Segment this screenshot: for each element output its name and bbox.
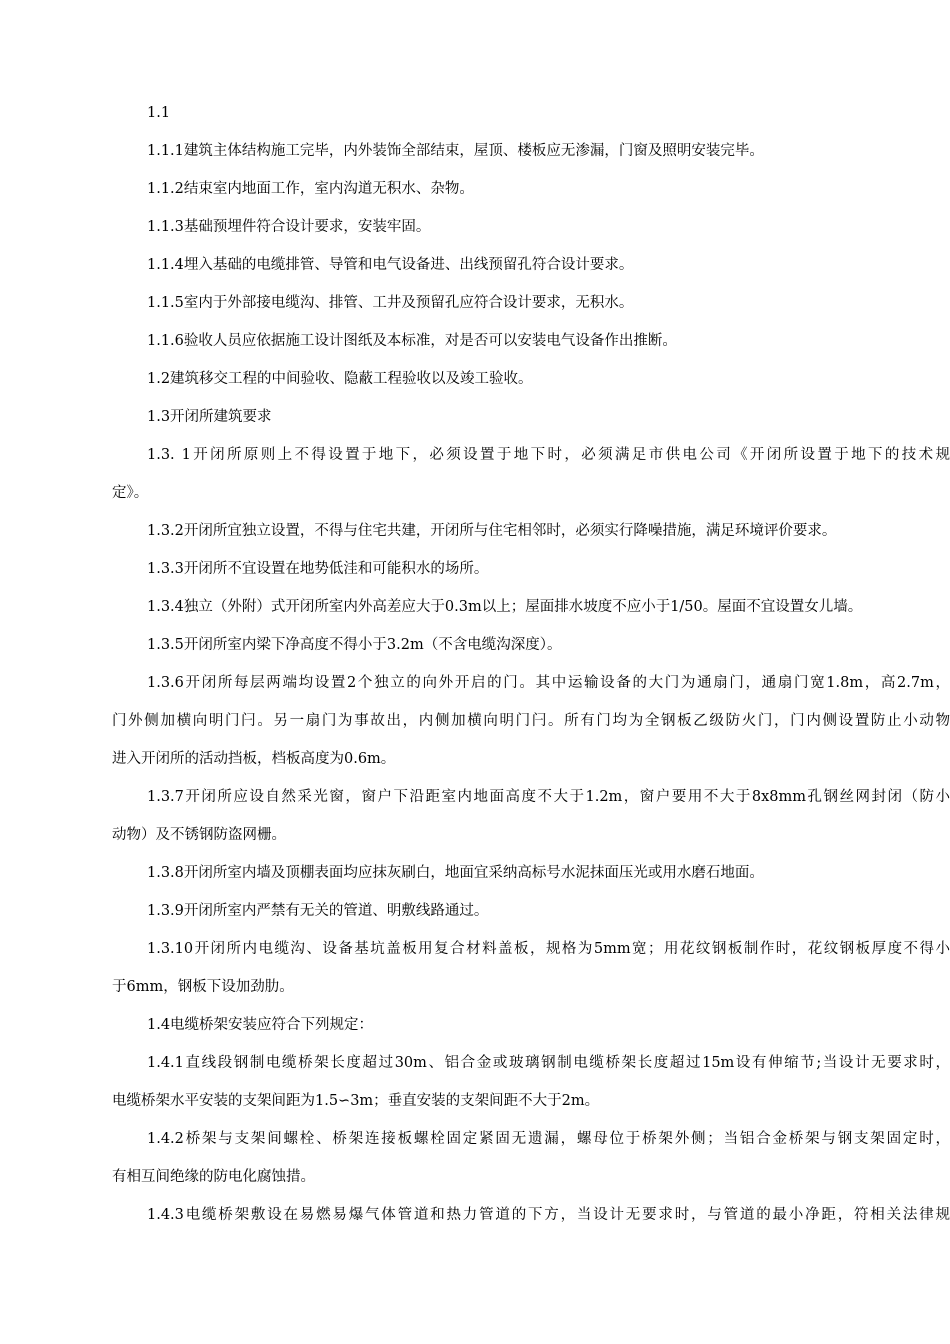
paragraph-1-1-1: 1.1.1建筑主体结构施工完毕，内外装饰全部结束，屋顶、楼板应无渗漏，门窗及照明安装完毕。	[147, 143, 764, 159]
paragraph-1-3-8: 1.3.8开闭所室内墙及顶棚表面均应抹灰刷白，地面宜采纳高标号水泥抹面压光或用水磨石地面。	[147, 865, 764, 881]
heading-1-4: 1.4电缆桥架安装应符合下列规定：	[147, 1017, 374, 1033]
heading-1-2: 1.2建筑移交工程的中间验收、隐蔽工程验收以及竣工验收。	[147, 371, 533, 387]
paragraph-1-1-6: 1.1.6验收人员应依据施工设计图纸及本标准，对是否可以安装电气设备作出推断。	[147, 333, 677, 349]
paragraph-1-3-2: 1.3.2开闭所宜独立设置，不得与住宅共建，开闭所与住宅相邻时，必须实行降噪措施，满足环境评价要求。	[147, 523, 837, 539]
paragraph-1-4-2-line-2: 有相互间绝缘的防电化腐蚀措。	[112, 1169, 315, 1185]
paragraph-1-4-1-line-2: 电缆桥架水平安装的支架间距为1.5∽3m；垂直安装的支架间距不大于2m。	[112, 1093, 600, 1109]
paragraph-1-3-1-line-1: 1.3. 1开闭所原则上不得设置于地下，必须设置于地下时，必须满足市供电公司《开闭所设置于地下的技术规	[147, 447, 950, 463]
paragraph-1-3-7-line-2: 动物）及不锈钢防盗网栅。	[112, 827, 286, 843]
paragraph-1-3-7-line-1: 1.3.7开闭所应设自然采光窗，窗户下沿距室内地面高度不大于1.2m，窗户要用不大于8x8mm孔钢丝网封闭（防小	[147, 789, 950, 805]
paragraph-1-3-6-line-3: 进入开闭所的活动挡板，档板高度为0.6m。	[112, 751, 396, 767]
paragraph-1-4-1-line-1: 1.4.1直线段钢制电缆桥架长度超过30m、铝合金或玻璃钢制电缆桥架长度超过15m设有伸缩节;当设计无要求时，	[147, 1055, 950, 1071]
paragraph-1-1-4: 1.1.4埋入基础的电缆排管、导管和电气设备进、出线预留孔符合设计要求。	[147, 257, 634, 273]
paragraph-1-4-3-line-1: 1.4.3电缆桥架敷设在易燃易爆气体管道和热力管道的下方，当设计无要求时，与管道的最小净距，符相关法律规	[147, 1207, 950, 1223]
paragraph-1-3-5: 1.3.5开闭所室内梁下净高度不得小于3.2m（不含电缆沟深度）。	[147, 637, 562, 653]
paragraph-1-1-3: 1.1.3基础预埋件符合设计要求，安装牢固。	[147, 219, 431, 235]
heading-1-3: 1.3开闭所建筑要求	[147, 409, 272, 425]
paragraph-1-3-10-line-1: 1.3.10开闭所内电缆沟、设备基坑盖板用复合材料盖板，规格为5mm宽；用花纹钢板制作时，花纹钢板厚度不得小	[147, 941, 950, 957]
heading-1-1: 1.1	[147, 105, 171, 121]
paragraph-1-1-2: 1.1.2结束室内地面工作，室内沟道无积水、杂物。	[147, 181, 474, 197]
paragraph-1-3-4: 1.3.4独立（外附）式开闭所室内外高差应大于0.3m以上；屋面排水坡度不应小于1/50。屋面不宜设置女儿墙。	[147, 599, 863, 615]
paragraph-1-4-2-line-1: 1.4.2桥架与支架间螺栓、桥架连接板螺栓固定紧固无遗漏，螺母位于桥架外侧；当铝合金桥架与钢支架固定时，	[147, 1131, 950, 1147]
paragraph-1-3-10-line-2: 于6mm，钢板下设加劲肋。	[112, 979, 294, 995]
paragraph-1-3-1-line-2: 定》。	[112, 485, 149, 501]
paragraph-1-3-6-line-2: 门外侧加横向明门闩。另一扇门为事故出，内侧加横向明门闩。所有门均为全钢板乙级防火门，门内侧设置防止小动物	[112, 713, 950, 729]
paragraph-1-3-6-line-1: 1.3.6开闭所每层两端均设置2个独立的向外开启的门。其中运输设备的大门为通扇门，通扇门宽1.8m，高2.7m，	[147, 675, 950, 691]
paragraph-1-1-5: 1.1.5室内于外部接电缆沟、排管、工井及预留孔应符合设计要求，无积水。	[147, 295, 634, 311]
paragraph-1-3-9: 1.3.9开闭所室内严禁有无关的管道、明敷线路通过。	[147, 903, 489, 919]
paragraph-1-3-3: 1.3.3开闭所不宜设置在地势低洼和可能积水的场所。	[147, 561, 489, 577]
